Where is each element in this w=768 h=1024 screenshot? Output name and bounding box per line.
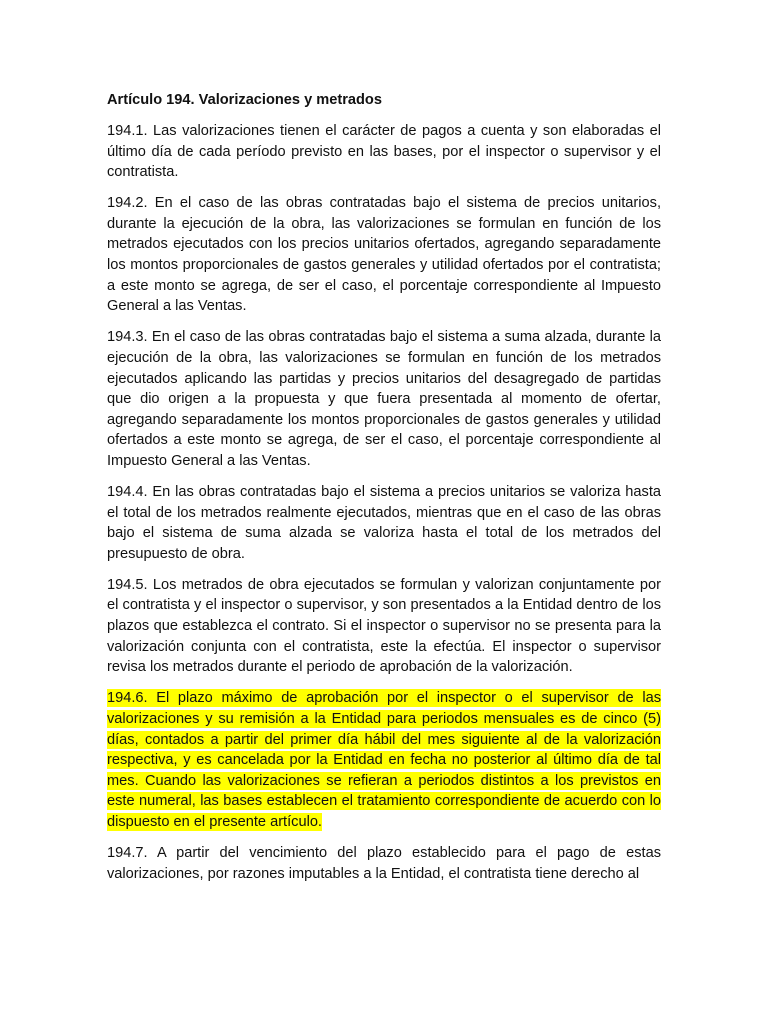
paragraph-text: 194.3. En el caso de las obras contratadas bajo el sistema a suma alzada, durante la ejecución de la obra, las valorizaciones se formulan en función de los metrados ejecutados aplicando las partidas y precios unitarios del desagregado de partidas que dio origen a la propuesta y que fuera presentada al momento de ofertar, agregando separadamente los montos proporcionales de gastos generales y utilidad ofertados a este monto se agrega, de ser el caso, el porcentaje correspondiente al Impuesto General a las Ventas.	[107, 329, 661, 469]
paragraph-194-7	[107, 843, 661, 884]
paragraph-194-2	[107, 193, 661, 317]
paragraph-194-5	[107, 575, 661, 678]
paragraph-194-6-highlighted	[107, 688, 661, 832]
paragraph-194-1	[107, 121, 661, 183]
document-page	[107, 88, 661, 895]
paragraph-text: 194.4. En las obras contratadas bajo el sistema a precios unitarios se valoriza hasta el total de los metrados realmente ejecutados, mientras que en el caso de las obras bajo el sistema de suma alzada se valoriza hasta el total de los metrados del presupuesto de obra.	[107, 484, 661, 562]
paragraph-194-3	[107, 327, 661, 471]
highlighted-paragraph-text: 194.6. El plazo máximo de aprobación por el inspector o el supervisor de las valorizaciones y su remisión a la Entidad para periodos mensuales es de cinco (5) días, contados a partir del primer día hábil del mes siguiente al de la valorización respectiva, y es cancelada por la Entidad en fecha no posterior al último día de tal mes. Cuando las valorizaciones se refieran a periodos distintos a los previstos en este numeral, las bases establecen el tratamiento correspondiente de acuerdo con lo dispuesto en el presente artículo.	[107, 690, 661, 830]
paragraph-text: 194.1. Las valorizaciones tienen el carácter de pagos a cuenta y son elaboradas el último día de cada período previsto en las bases, por el inspector o supervisor y el contratista.	[107, 123, 661, 181]
article-title: Artículo 194. Valorizaciones y metrados	[107, 92, 382, 108]
paragraph-194-4	[107, 482, 661, 564]
paragraph-text: 194.2. En el caso de las obras contratadas bajo el sistema de precios unitarios, durante la ejecución de la obra, las valorizaciones se formulan en función de los metrados ejecutados con los precios unitarios ofertados, agregando separadamente los montos proporcionales de gastos generales y utilidad ofertados por el contratista; a este monto se agrega, de ser el caso, el porcentaje correspondiente al Impuesto General a las Ventas.	[107, 195, 661, 315]
paragraph-text: 194.5. Los metrados de obra ejecutados se formulan y valorizan conjuntamente por el contratista y el inspector o supervisor, y son presentados a la Entidad dentro de los plazos que establezca el contrato. Si el inspector o supervisor no se presenta para la valorización conjunta con el contratista, este la efectúa. El inspector o supervisor revisa los metrados durante el periodo de aprobación de la valorización.	[107, 576, 661, 676]
paragraph-text: 194.7. A partir del vencimiento del plazo establecido para el pago de estas valorizaciones, por razones imputables a la Entidad, el contratista tiene derecho al	[107, 845, 661, 882]
